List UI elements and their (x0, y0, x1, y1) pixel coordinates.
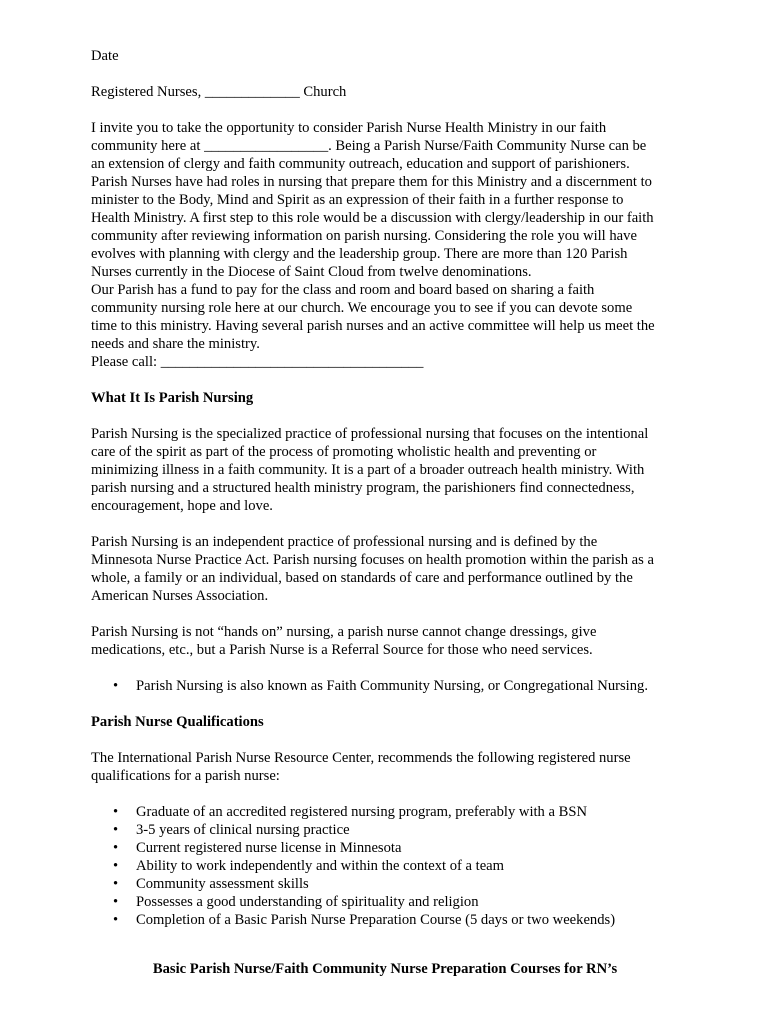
text-line: evolves with planning with clergy and the leadership group. There are more than 120 Parish (91, 246, 628, 262)
list-item: • Current registered nurse license in Minnesota (91, 839, 687, 857)
text-line: The International Parish Nurse Resource Center, recommends the following registered nurse (91, 750, 631, 766)
document-page (91, 47, 687, 929)
text-line: I invite you to take the opportunity to consider Parish Nurse Health Ministry in our faith (91, 120, 607, 136)
list-item: • Community assessment skills (91, 875, 687, 893)
text-line: community after reviewing information on parish nursing. Considering the role you will have (91, 228, 637, 244)
text-line: Our Parish has a fund to pay for the class and room and board based on sharing a faith (91, 282, 595, 298)
text-line: Parish Nursing is not “hands on” nursing, a parish nurse cannot change dressings, give (91, 624, 597, 640)
text-line: Parish Nursing is an independent practice of professional nursing and is defined by the (91, 534, 598, 550)
date-line: Date (91, 48, 119, 64)
text-line: needs and share the ministry. (91, 336, 260, 352)
text-line: medications, etc., but a Parish Nurse is a Referral Source for those who need services. (91, 642, 593, 658)
text-line: encouragement, hope and love. (91, 498, 273, 514)
text-line: community here at _________________. Being a Parish Nurse/Faith Community Nurse can be (91, 138, 647, 154)
section-heading-what-is: What It Is Parish Nursing (91, 390, 254, 406)
list-item: • Graduate of an accredited registered nursing program, preferably with a BSN (91, 803, 687, 821)
what-is-paragraph-2 (91, 533, 687, 605)
qualifications-intro (91, 749, 687, 785)
list-item: • Completion of a Basic Parish Nurse Preparation Course (5 days or two weekends) (91, 911, 687, 929)
text-line: parish nursing and a structured health ministry program, the parishioners find connectedness, (91, 480, 635, 496)
what-is-paragraph-3 (91, 623, 687, 659)
list-item: • Possesses a good understanding of spirituality and religion (91, 893, 687, 911)
section-heading-qualifications: Parish Nurse Qualifications (91, 714, 264, 730)
text-line: minister to the Body, Mind and Spirit as an expression of their faith in a further response to (91, 192, 624, 208)
list-item: • Parish Nursing is also known as Faith Community Nursing, or Congregational Nursing. (91, 677, 687, 695)
text-line: whole, a family or an individual, based on standards of care and performance outlined by the (91, 570, 633, 586)
please-call-line: Please call: ____________________________________ (91, 354, 424, 370)
text-line: community nursing role here at our church. We encourage you to see if you can devote some (91, 300, 633, 316)
invitation-paragraph (91, 119, 687, 371)
text-line: minimizing illness in a faith community. It is a part of a broader outreach health ministry. With (91, 462, 645, 478)
salutation: Registered Nurses, _____________ Church (91, 84, 347, 100)
what-is-paragraph-1 (91, 425, 687, 515)
text-line: Health Ministry. A first step to this role would be a discussion with clergy/leadership in our faith (91, 210, 654, 226)
list-item: • Ability to work independently and within the context of a team (91, 857, 687, 875)
text-line: Nurses currently in the Diocese of Saint Cloud from twelve denominations. (91, 264, 532, 280)
text-line: Minnesota Nurse Practice Act. Parish nursing focuses on health promotion within the parish as a (91, 552, 654, 568)
qualifications-list (91, 803, 687, 929)
also-known-as-list (91, 677, 687, 695)
text-line: qualifications for a parish nurse: (91, 768, 280, 784)
text-line: an extension of clergy and faith community outreach, education and support of parishioners. (91, 156, 630, 172)
text-line: time to this ministry. Having several parish nurses and an active committee will help us meet the (91, 318, 655, 334)
text-line: Parish Nurses have had roles in nursing that prepare them for this Ministry and a discernment to (91, 174, 652, 190)
text-line: care of the spirit as part of the process of promoting wholistic health and preventing or (91, 444, 597, 460)
section-heading-courses: Basic Parish Nurse/Faith Community Nurse Preparation Courses for RN’s (152, 961, 618, 977)
text-line: Parish Nursing is the specialized practice of professional nursing that focuses on the intentional (91, 426, 649, 442)
text-line: American Nurses Association. (91, 588, 269, 604)
list-item: • 3-5 years of clinical nursing practice (91, 821, 687, 839)
